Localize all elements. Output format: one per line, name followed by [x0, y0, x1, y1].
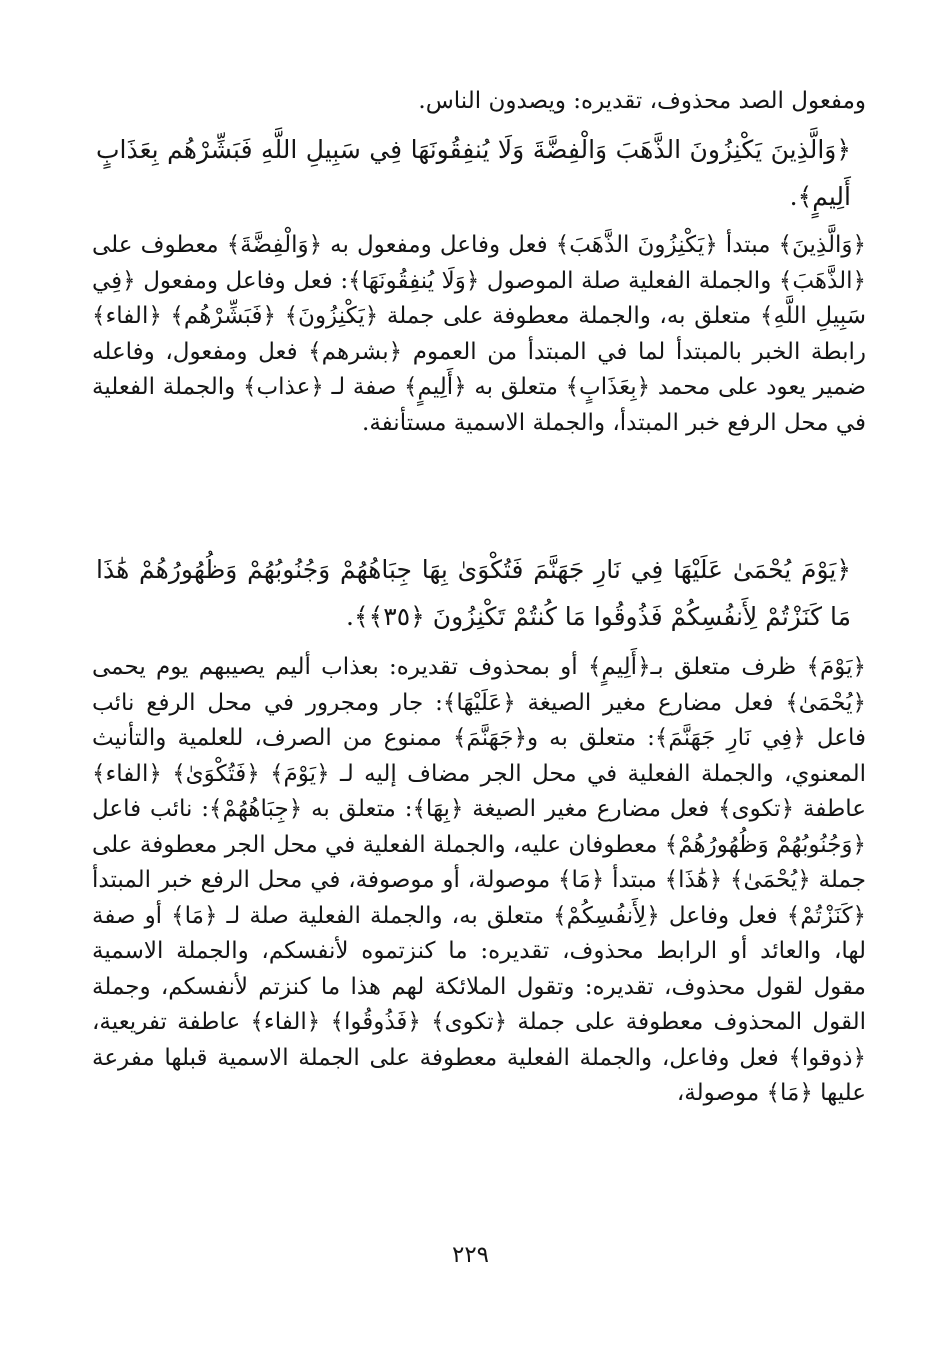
quran-verse-34: ﴿وَالَّذِينَ يَكْنِزُونَ الذَّهَبَ وَالْفِضَّةَ وَلَا يُنفِقُونَهَا فِي سَبِيلِ اللَّهِ فَبَشِّرْهُم بِعَذَابٍ أَلِيمٍ﴾. — [96, 135, 851, 211]
grammar-analysis-verse-34: ﴿وَالَّذِينَ﴾ مبتدأ ﴿يَكْنِزُونَ الذَّهَبَ﴾ فعل وفاعل ومفعول به ﴿وَالْفِضَّةَ﴾ معطوف على ﴿الذَّهَبَ﴾ والجملة الفعلية صلة الموصول ﴿وَلَا يُنفِقُونَهَا﴾: فعل وفاعل ومفعول ﴿فِي سَبِيلِ اللَّهِ﴾ متعلق به، والجملة معطوفة على جملة ﴿يَكْنِزُونَ﴾ ﴿فَبَشِّرْهُم﴾ ﴿الفاء﴾ رابطة الخبر بالمبتدأ لما في المبتدأ من العموم ﴿بشرهم﴾ فعل ومفعول، وفاعله ضمير يعود على محمد ﴿بِعَذَابٍ﴾ متعلق به ﴿أَلِيمٍ﴾ صفة لـ ﴿عذاب﴾ والجملة الفعلية في محل الرفع خبر المبتدأ، والجملة الاسمية مستأنفة. — [92, 232, 866, 436]
grammar-analysis-verse-35: ﴿يَوْمَ﴾ ظرف متعلق بـ﴿أَلِيمٍ﴾ أو بمحذوف تقديره: بعذاب أليم يصيبهم يوم يحمى ﴿يُحْمَىٰ﴾ فعل مضارع مغير الصيغة ﴿عَلَيْهَا﴾: جار ومجرور في محل الرفع نائب فاعل ﴿فِي نَارِ جَهَنَّمَ﴾: متعلق به و﴿جَهَنَّمَ﴾ ممنوع من الصرف، للعلمية والتأنيث المعنوي، والجملة الفعلية في محل الجر مضاف إليه لـ ﴿يَوْمَ﴾ ﴿فَتُكْوَىٰ﴾ ﴿الفاء﴾ عاطفة ﴿تكوى﴾ فعل مضارع مغير الصيغة ﴿بِهَا﴾: متعلق به ﴿جِبَاهُهُمْ﴾: نائب فاعل ﴿وَجُنُوبُهُمْ وَظُهُورُهُمْ﴾ معطوفان عليه، والجملة الفعلية في محل الجر معطوفة على جملة ﴿يُحْمَىٰ﴾ ﴿هَٰذَا﴾ مبتدأ ﴿مَا﴾ موصولة، أو موصوفة، في محل الرفع خبر المبتدأ ﴿كَنَزْتُمْ﴾ فعل وفاعل ﴿لِأَنفُسِكُمْ﴾ متعلق به، والجملة الفعلية صلة لـ ﴿مَا﴾ أو صفة لها، والعائد أو الرابط محذوف، تقديره: ما كنزتموه لأنفسكم، والجملة الاسمية مقول لقول محذوف، تقديره: وتقول الملائكة لهم هذا ما كنزتم لأنفسكم، وجملة القول المحذوف معطوفة على جملة ﴿تكوى﴾ ﴿فَذُوقُوا﴾ ﴿الفاء﴾ عاطفة تفريعية، ﴿ذوقوا﴾ فعل وفاعل، والجملة الفعلية معطوفة على الجملة الاسمية قبلها مفرعة عليها ﴿مَا﴾ موصولة، — [92, 654, 866, 1106]
quran-verse-35: ﴿يَوْمَ يُحْمَىٰ عَلَيْهَا فِي نَارِ جَهَنَّمَ فَتُكْوَىٰ بِهَا جِبَاهُهُمْ وَجُنُوبُهُمْ وَظُهُورُهُمْ هَٰذَا مَا كَنَزْتُمْ لِأَنفُسِكُمْ فَذُوقُوا مَا كُنتُمْ تَكْنِزُونَ ﴿٣٥﴾﴾. — [96, 555, 851, 631]
intro-paragraph: ومفعول الصد محذوف، تقديره: ويصدون الناس. — [418, 88, 866, 114]
page-number: ٢٢٩ — [451, 1242, 490, 1268]
